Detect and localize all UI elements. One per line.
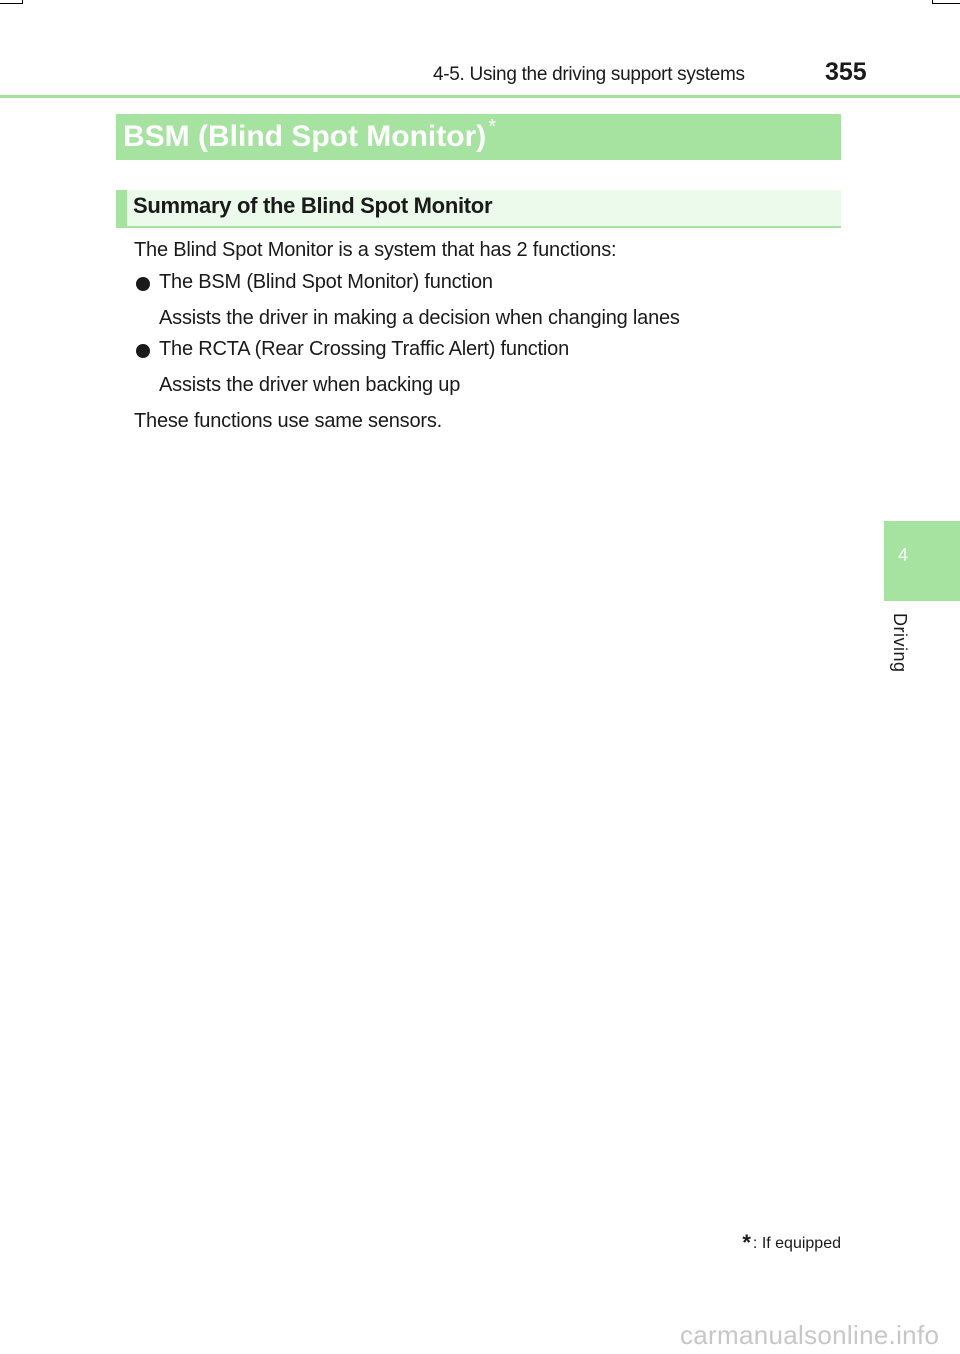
subheading-bar [116,190,841,228]
crop-mark-top-left-vertical [22,0,23,4]
footnote-text: : If equipped [752,1235,841,1252]
chapter-tab [884,521,960,601]
header-rule [0,95,960,98]
bullet-detail-bsm: Assists the driver in making a decision when changing lanes [159,307,680,329]
watermark: carmanualsonline.info [680,1320,940,1350]
bullet-icon [136,344,150,358]
if-equipped-mark: * [488,116,497,138]
crop-mark-top-right-horizontal [932,3,960,4]
crop-mark-top-left-horizontal [0,3,22,4]
page-title-text: BSM (Blind Spot Monitor) [123,120,487,153]
title-bar [116,114,841,160]
subheading-accent [116,190,127,226]
chapter-label: Driving [890,613,910,673]
footnote [742,1228,841,1254]
bullet-icon [136,277,150,291]
chapter-number: 4 [898,545,909,565]
intro-paragraph: The Blind Spot Monitor is a system that has 2 functions: [134,239,617,261]
outro-paragraph: These functions use same sensors. [134,410,442,432]
page-title [123,116,497,154]
page-number: 355 [825,58,867,86]
bullet-item-bsm: The BSM (Blind Spot Monitor) function [159,271,493,293]
footnote-mark: * [742,1230,751,1255]
bullet-item-rcta: The RCTA (Rear Crossing Traffic Alert) function [159,338,570,360]
subheading: Summary of the Blind Spot Monitor [133,193,493,218]
header-section-title: 4-5. Using the driving support systems [433,64,745,85]
bullet-detail-rcta: Assists the driver when backing up [159,374,461,396]
